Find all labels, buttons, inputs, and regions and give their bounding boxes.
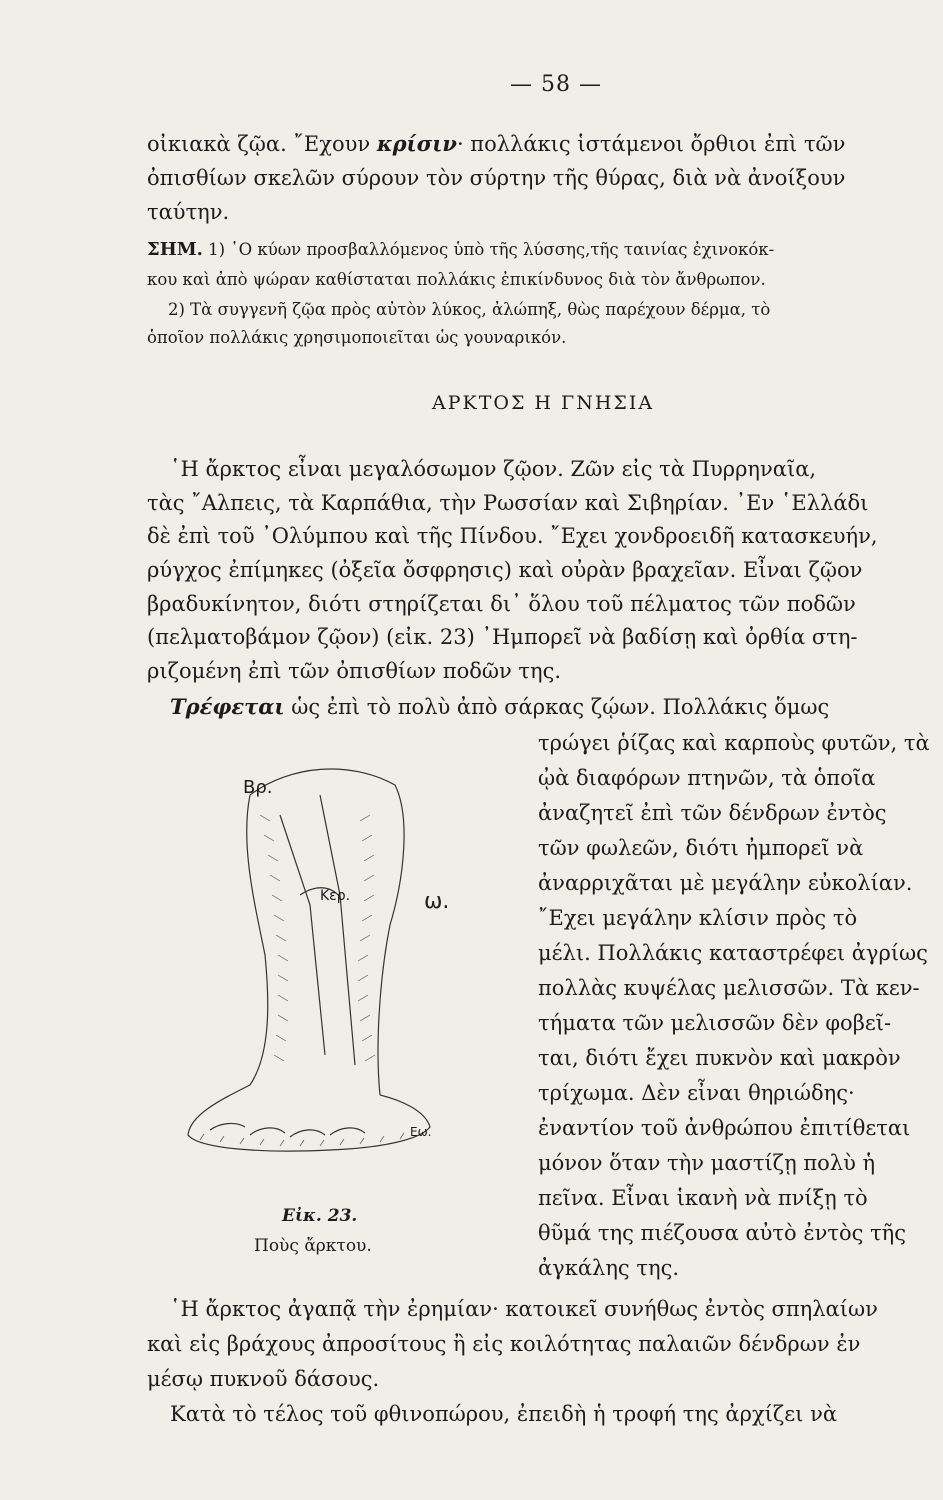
- figure-caption-number: Εἰκ. 23.: [282, 1206, 358, 1226]
- text-line: ῎Εχει μεγάλην κλίσιν πρὸς τὸ: [538, 906, 858, 930]
- text-line: τῶν φωλεῶν, διότι ἠμπορεῖ νὰ: [538, 836, 864, 860]
- text-line: ταύτην.: [147, 200, 230, 224]
- text-line: βραδυκίνητον, διότι στηρίζεται δι᾽ ὅλου τοῦ πέλματος τῶν ποδῶν: [147, 592, 856, 616]
- text-line: ἀναζητεῖ ἐπὶ τῶν δένδρων ἐντὸς: [538, 801, 887, 825]
- text-run: · πολλάκις ἱστάμενοι ὄρθιοι ἐπὶ τῶν: [456, 132, 846, 156]
- text-line: [147, 130, 845, 158]
- text-line: τὰς ῎Αλπεις, τὰ Καρπάθια, τὴν Ρωσσίαν καὶ Σιβηρίαν. ᾽Εν ῾Ελλάδι: [147, 491, 869, 515]
- text-line: ριζομένη ἐπὶ τῶν ὀπισθίων ποδῶν της.: [147, 659, 562, 683]
- text-line: (πελματοβάμον ζῷον) (εἰκ. 23) ᾽Ημπορεῖ νὰ βαδίσῃ καὶ ὀρθία στη-: [147, 625, 858, 649]
- text-line: μόνον ὅταν τὴν μαστίζῃ πολὺ ἡ: [538, 1151, 876, 1175]
- note-label: ΣΗΜ.: [147, 239, 203, 260]
- text-line: ται, διότι ἔχει πυκνὸν καὶ μακρὸν: [538, 1046, 901, 1070]
- figure-label: Κερ.: [320, 888, 351, 904]
- figure-label: Εω.: [410, 1125, 432, 1139]
- section-heading: ΑΡΚΤΟΣ Η ΓΝΗΣΙΑ: [432, 392, 655, 414]
- text-line: ἀγκάλης της.: [538, 1256, 680, 1280]
- text-line: ἀναρριχᾶται μὲ μεγάλην εὐκολίαν.: [538, 871, 913, 895]
- note-line: [147, 238, 774, 262]
- text-line: Κατὰ τὸ τέλος τοῦ φθινοπώρου, ἐπειδὴ ἡ τροφή της ἀρχίζει νὰ: [170, 1402, 838, 1426]
- text-line: τρώγει ῥίζας καὶ καρποὺς φυτῶν, τὰ: [538, 731, 930, 755]
- text-line: ῾Η ἄρκτος ἀγαπᾷ τὴν ἐρημίαν· κατοικεῖ συνήθως ἐντὸς σπηλαίων: [170, 1297, 878, 1321]
- text-line: ῾Η ἄρκτος εἶναι μεγαλόσωμον ζῷον. Ζῶν εἰς τὰ Πυρρηναῖα,: [170, 457, 817, 481]
- text-line: τρίχωμα. Δὲν εἶναι θηριώδης·: [538, 1081, 855, 1105]
- figure-label: ω.: [424, 889, 450, 914]
- text-line: δὲ ἐπὶ τοῦ ᾿Ολύμπου καὶ τῆς Πίνδου. ῎Εχει χονδροειδῆ κατασκευήν,: [147, 524, 878, 548]
- page-number: — 58 —: [510, 72, 602, 97]
- note-line: 2) Τὰ συγγενῆ ζῷα πρὸς αὐτὸν λύκος, ἀλώπηξ, θὼς παρέχουν δέρμα, τὸ: [168, 300, 771, 319]
- bear-foot-drawing: [180, 755, 470, 1175]
- text-line: πολλὰς κυψέλας μελισσῶν. Τὰ κεν-: [538, 976, 920, 1000]
- note-line: ὁποῖον πολλάκις χρησιμοποιεῖται ὡς γουναρικόν.: [147, 328, 567, 347]
- text-line: ᾠὰ διαφόρων πτηνῶν, τὰ ὁποῖα: [538, 766, 876, 790]
- text-line: μέλι. Πολλάκις καταστρέφει ἀγρίως: [538, 941, 928, 965]
- note-line: κου καὶ ἀπὸ ψώραν καθίσταται πολλάκις ἐπικίνδυνος διὰ τὸν ἄνθρωπον.: [147, 270, 766, 289]
- text-line: τήματα τῶν μελισσῶν δὲν φοβεῖ-: [538, 1011, 892, 1035]
- text-run: οἰκιακὰ ζῷα. ῎Εχουν: [147, 132, 377, 156]
- emphasis-trefetai: Τρέφεται: [170, 694, 285, 719]
- text-line: ὀπισθίων σκελῶν σύρουν τὸν σύρτην τῆς θύρας, διὰ νὰ ἀνοίξουν: [147, 166, 846, 190]
- bear-foot-illustration: [180, 755, 470, 1175]
- emphasis-krisin: κρίσιν: [376, 131, 457, 156]
- text-line: [170, 693, 829, 721]
- text-run: 1) ῾Ο κύων προσβαλλόμενος ὑπὸ τῆς λύσσης,τῆς ταινίας ἐχινοκόκ-: [202, 240, 775, 259]
- text-run: ὡς ἐπὶ τὸ πολὺ ἀπὸ σάρκας ζῴων. Πολλάκις ὅμως: [284, 695, 830, 719]
- text-line: ρύγχος ἐπίμηκες (ὀξεῖα ὄσφρησις) καὶ οὐρὰν βραχεῖαν. Εἶναι ζῷον: [147, 558, 863, 582]
- text-line: ἐναντίον τοῦ ἀνθρώπου ἐπιτίθεται: [538, 1116, 911, 1140]
- text-line: καὶ εἰς βράχους ἀπροσίτους ἢ εἰς κοιλότητας παλαιῶν δένδρων ἐν: [147, 1332, 861, 1356]
- figure-caption-text: Ποὺς ἄρκτου.: [254, 1236, 372, 1256]
- figure-label: Βρ.: [243, 777, 273, 798]
- text-line: μέσῳ πυκνοῦ δάσους.: [147, 1367, 380, 1391]
- text-line: θῦμά της πιέζουσα αὐτὸ ἐντὸς τῆς: [538, 1221, 907, 1245]
- text-line: πεῖνα. Εἶναι ἱκανὴ νὰ πνίξῃ τὸ: [538, 1186, 868, 1210]
